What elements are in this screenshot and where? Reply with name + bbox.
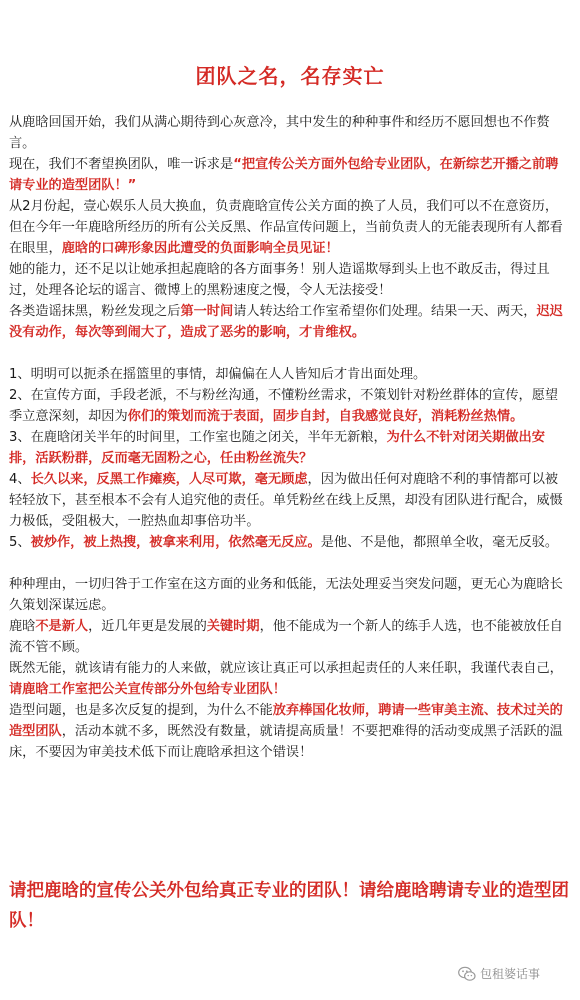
list-item-3 [9, 427, 571, 469]
text-span: 鹿晗 [9, 619, 36, 634]
paragraph-staff-change [9, 196, 571, 259]
account-watermark [458, 965, 540, 982]
article-body [9, 112, 571, 763]
list-item-4 [9, 469, 571, 532]
paragraph-rumors [9, 301, 571, 343]
paragraph-ability: 她的能力，还不足以让她承担起鹿晗的各方面事务！别人造谣欺辱到头上也不敢反击，得过且过，处理各论坛的谣言、微博上的黑粉速度之慢，令人无法接受！ [9, 262, 550, 298]
highlight-item-2: 你们的策划而流于表面，固步自封，自我感觉良好，消耗粉丝热情。 [127, 409, 524, 424]
text-span: 请人转达给工作室希望你们处理。结果一天、两天， [233, 304, 537, 319]
article-title: 团队之名，名存实亡 [195, 64, 385, 88]
paragraph-demand [9, 154, 571, 196]
highlight-item-4: 长久以来，反黑工作瘫痪，人尽可欺，毫无顾虑 [30, 472, 308, 487]
text-span: ，近几年更是发展的 [88, 619, 207, 634]
highlight-outsource: 请鹿晗工作室把公关宣传部分外包给专业团队！ [9, 682, 286, 697]
highlight-item-3: 为什么不针对闭关期做出安排，活跃粉群，反而毫无固粉之心，任由粉丝流失？ [9, 430, 545, 466]
text-span: 5、 [9, 535, 31, 550]
paragraph-not-newcomer [9, 616, 571, 658]
highlight-item-5: 被炒作，被上热搜，被拿来利用，依然毫无反应。 [30, 535, 321, 550]
text-span: 4、 [9, 472, 31, 487]
highlight-first-time: 第一时间 [180, 304, 234, 319]
text-span: 现在，我们不奢望换团队，唯一诉求是 [9, 157, 234, 172]
highlight-not-newcomer: 不是新人 [35, 619, 89, 634]
highlight-reputation: 鹿晗的口碑形象因此遭受的负面影响全员见证！ [61, 241, 339, 256]
text-span: ，活动本就不多，既然没有数量，就请提高质量！不要把难得的活动变成黑子活跃的温床，不要因为审美技术低下而让鹿晗承担这个错误！ [9, 724, 563, 760]
highlight-key-period: 关键时期 [206, 619, 260, 634]
paragraph-intro: 从鹿晗回国开始，我们从满心期待到心灰意冷，其中发生的种种事件和经历不愿回想也不作赘言。 [9, 115, 550, 151]
wechat-icon [458, 966, 476, 982]
closing-appeal: 请把鹿晗的宣传公关外包给真正专业的团队！请给鹿晗聘请专业的造型团队！ [9, 881, 569, 931]
text-span: ，他不能成为一个新人的练手人选，也不能被放任自流不管不顾。 [9, 619, 563, 655]
paragraph-reasons: 种种理由，一切归咎于工作室在这方面的业务和低能，无法处理妥当突发问题，更无心为鹿晗长久策划深谋远虑。 [9, 577, 563, 613]
text-span: 各类造谣抹黑，粉丝发现之后 [9, 304, 181, 319]
text-span: 3、在鹿晗闭关半年的时间里，工作室也随之闭关，半年无新粮， [9, 430, 387, 445]
list-item-2 [9, 385, 571, 427]
spacer [9, 343, 571, 364]
text-span: ，因为做出任何对鹿晗不利的事情都可以被轻轻放下，甚至根本不会有人追究他的责任。单凭粉丝在线上反黑，却没有团队进行配合，威慑力极低，受阻极大，一腔热血却事倍功半。 [9, 472, 563, 529]
paragraph-styling [9, 700, 571, 763]
paragraph-outsource [9, 658, 571, 700]
list-item-1: 1、明明可以扼杀在摇篮里的事情，却偏偏在人人皆知后才肯出面处理。 [9, 367, 427, 382]
list-item-5 [9, 532, 571, 553]
text-span: 2、在宣传方面，手段老派，不与粉丝沟通，不懂粉丝需求，不策划针对粉丝群体的宣传，愿望季立意深刻，却因为 [9, 388, 559, 424]
highlight-styling: 放弃棒国化妆师，聘请一些审美主流、技术过关的造型团队 [9, 703, 563, 739]
text-span: 既然无能，就该请有能力的人来做，就应该让真正可以承担起责任的人来任职，我谨代表自己， [9, 661, 563, 676]
spacer [9, 553, 571, 574]
watermark-text: 包租婆话事 [480, 967, 541, 981]
highlight-delay: 迟迟没有动作，每次等到闹大了，造成了恶劣的影响，才肯维权。 [9, 304, 563, 340]
text-span: 是他、不是他，都照单全收，毫无反驳。 [320, 535, 559, 550]
text-span: 从2月份起，壹心娱乐人员大换血，负责鹿晗宣传公关方面的换了人员，我们可以不在意资历，但在今年一年鹿晗所经历的所有公关反黑、作品宣传问题上，当前负责人的无能表现所有人都看在眼里， [9, 199, 563, 256]
highlight-demand: “把宣传公关方面外包给专业团队，在新综艺开播之前聘请专业的造型团队！” [9, 157, 559, 193]
text-span: 造型问题，也是多次反复的提到，为什么不能 [9, 703, 273, 718]
